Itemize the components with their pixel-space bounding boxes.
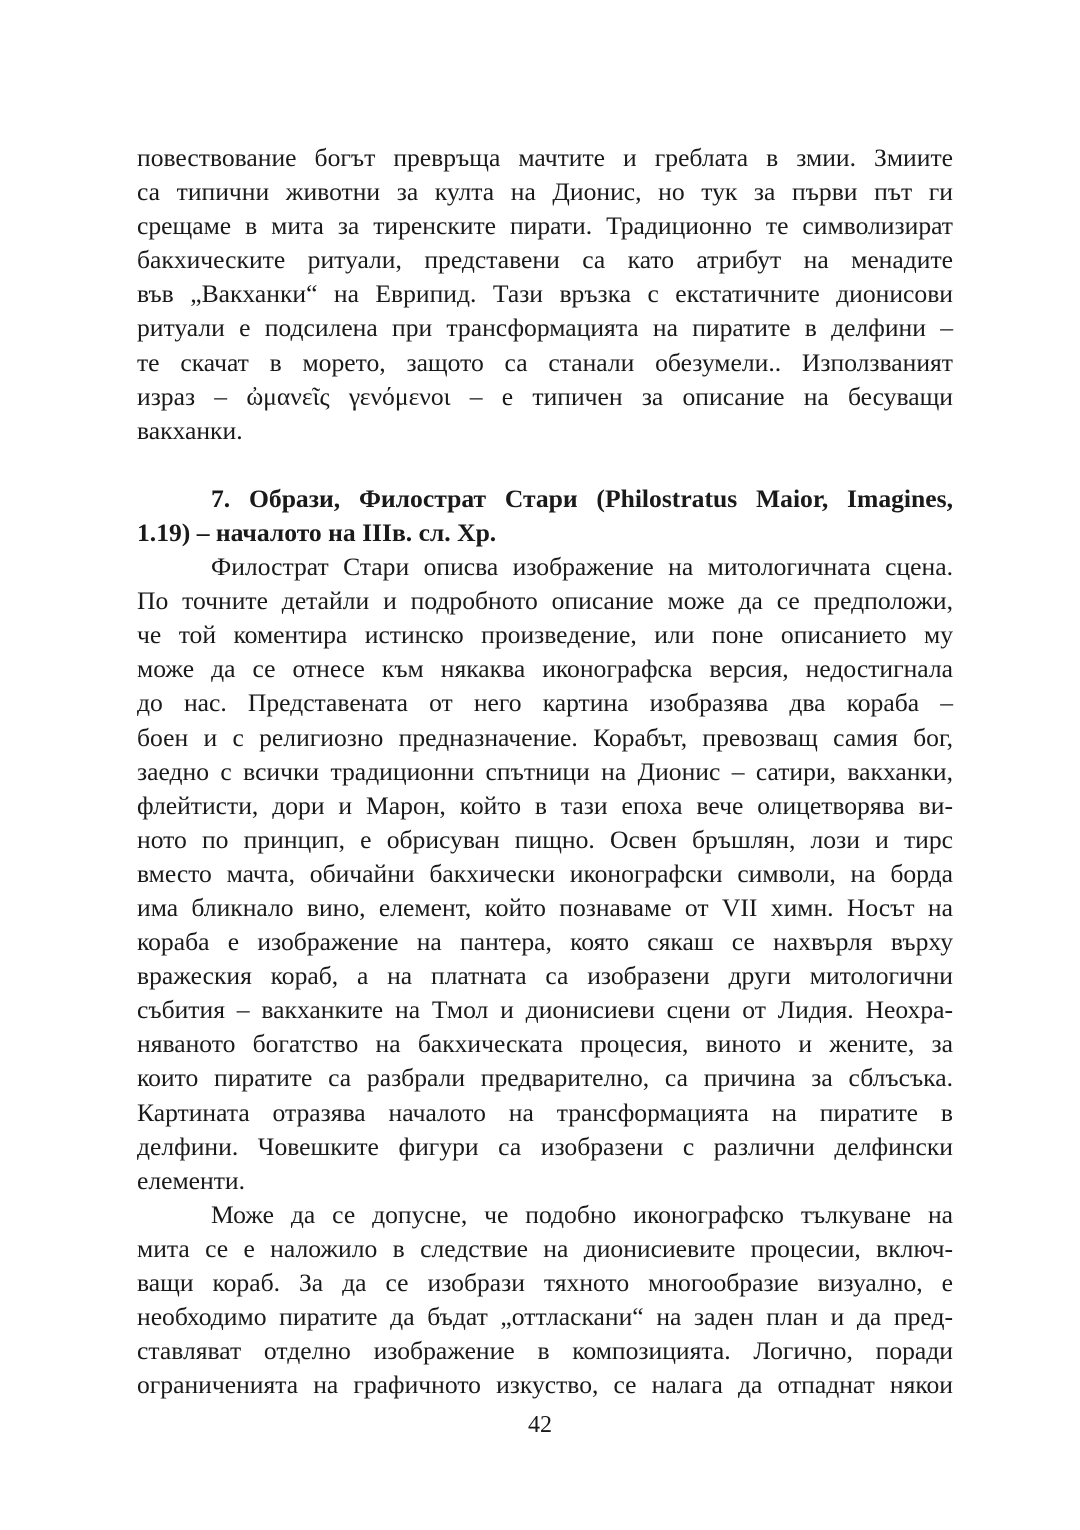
text-line: Картината отразява началото на трансформацията на пиратите в <box>137 1097 953 1127</box>
text-line: вакханки. <box>137 415 243 445</box>
text-line: необходимо пиратите да бъдат „оттласкани“ на заден план и да пред- <box>137 1302 953 1332</box>
text-line: няваното богатство на бакхическата процесия, виното и жените, за <box>137 1029 953 1059</box>
text-line: вражеския кораб, а на платната са изобразени други митологични <box>137 961 953 991</box>
text-line: флейтисти, дори и Марон, който в тази епоха вече олицетворява ви- <box>137 790 953 820</box>
text-line: ставляват отделно изображение в композицията. Логично, поради <box>137 1336 953 1366</box>
text-line: вместо мачта, обичайни бакхически иконографски символи, на борда <box>137 858 953 888</box>
text-line: ограниченията на графичното изкуство, се налага да отпаднат някои <box>137 1370 953 1400</box>
text-line: може да се отнесе към някаква иконографска версия, недостигнала <box>137 654 953 684</box>
text-line: събития – вакханките на Тмол и дионисиеви сцени от Лидия. Неохра- <box>137 995 953 1025</box>
text-line: са типични животни за култа на Дионис, но тук за първи път ги <box>137 177 953 207</box>
paragraph-1 <box>137 141 953 448</box>
text-line: има бликнало вино, елемент, който познаваме от VII химн. Носът на <box>137 892 953 922</box>
text-line: кораба е изображение на пантера, която сякаш се нахвърля върху <box>137 927 953 957</box>
text-line: срещаме в мита за тиренските пирати. Традиционно те символизират <box>137 211 953 241</box>
heading-line: 7. Образи, Филострат Стари (Philostratus Maior, Imagines, <box>211 483 953 513</box>
text-line: които пиратите са разбрали предварително, са причина за сблъсъка. <box>137 1063 953 1093</box>
text-line: те скачат в морето, защото са станали обезумели.. Използваният <box>137 347 953 377</box>
text-line: мита се е наложило в следствие на дионисиевите процесии, включ- <box>137 1233 953 1263</box>
text-line: По точните детайли и подробното описание може да се предположи, <box>137 586 953 616</box>
text-line: делфини. Човешките фигури са изобразени с различни делфински <box>137 1131 953 1161</box>
text-line: Филострат Стари описва изображение на митологичната сцена. <box>211 552 953 582</box>
text-line: бакхическите ритуали, представени са като атрибут на менадите <box>137 245 953 275</box>
paragraph-3 <box>137 1198 953 1403</box>
heading-line: 1.19) – началото на IIIв. сл. Хр. <box>137 517 497 547</box>
text-line: елементи. <box>137 1165 246 1195</box>
text-line: до нас. Представената от него картина изобразява два кораба – <box>137 688 953 718</box>
text-line: израз – ὠμανεῖς γενόμενοι – е типичен за описание на бесуващи <box>137 381 953 411</box>
text-line: боен и с религиозно предназначение. Корабът, превозващ самия бог, <box>137 722 953 752</box>
paragraph-2 <box>137 550 953 1198</box>
text-line: повествование богът превръща мачтите и греблата в змии. Змиите <box>137 143 953 172</box>
text-line: ното по принцип, е обрисуван пищно. Освен бръшлян, лози и тирс <box>137 824 953 854</box>
paragraph-gap <box>137 448 953 482</box>
text-line: ритуали е подсилена при трансформацията на пиратите в делфини – <box>137 313 953 343</box>
page-number: 42 <box>528 1412 552 1438</box>
text-line: че той коментира истинско произведение, или поне описанието му <box>137 620 953 650</box>
text-line: Може да се допусне, че подобно иконографско тълкуване на <box>211 1199 953 1229</box>
page-body <box>137 141 953 1402</box>
text-line: заедно с всички традиционни спътници на Дионис – сатири, вакханки, <box>137 756 953 786</box>
section-heading <box>137 482 953 550</box>
text-line: във „Вакханки“ на Еврипид. Тази връзка с екстатичните дионисови <box>137 279 953 309</box>
text-line: ващи кораб. За да се изобрази тяхното многообразие визуално, е <box>137 1268 953 1297</box>
